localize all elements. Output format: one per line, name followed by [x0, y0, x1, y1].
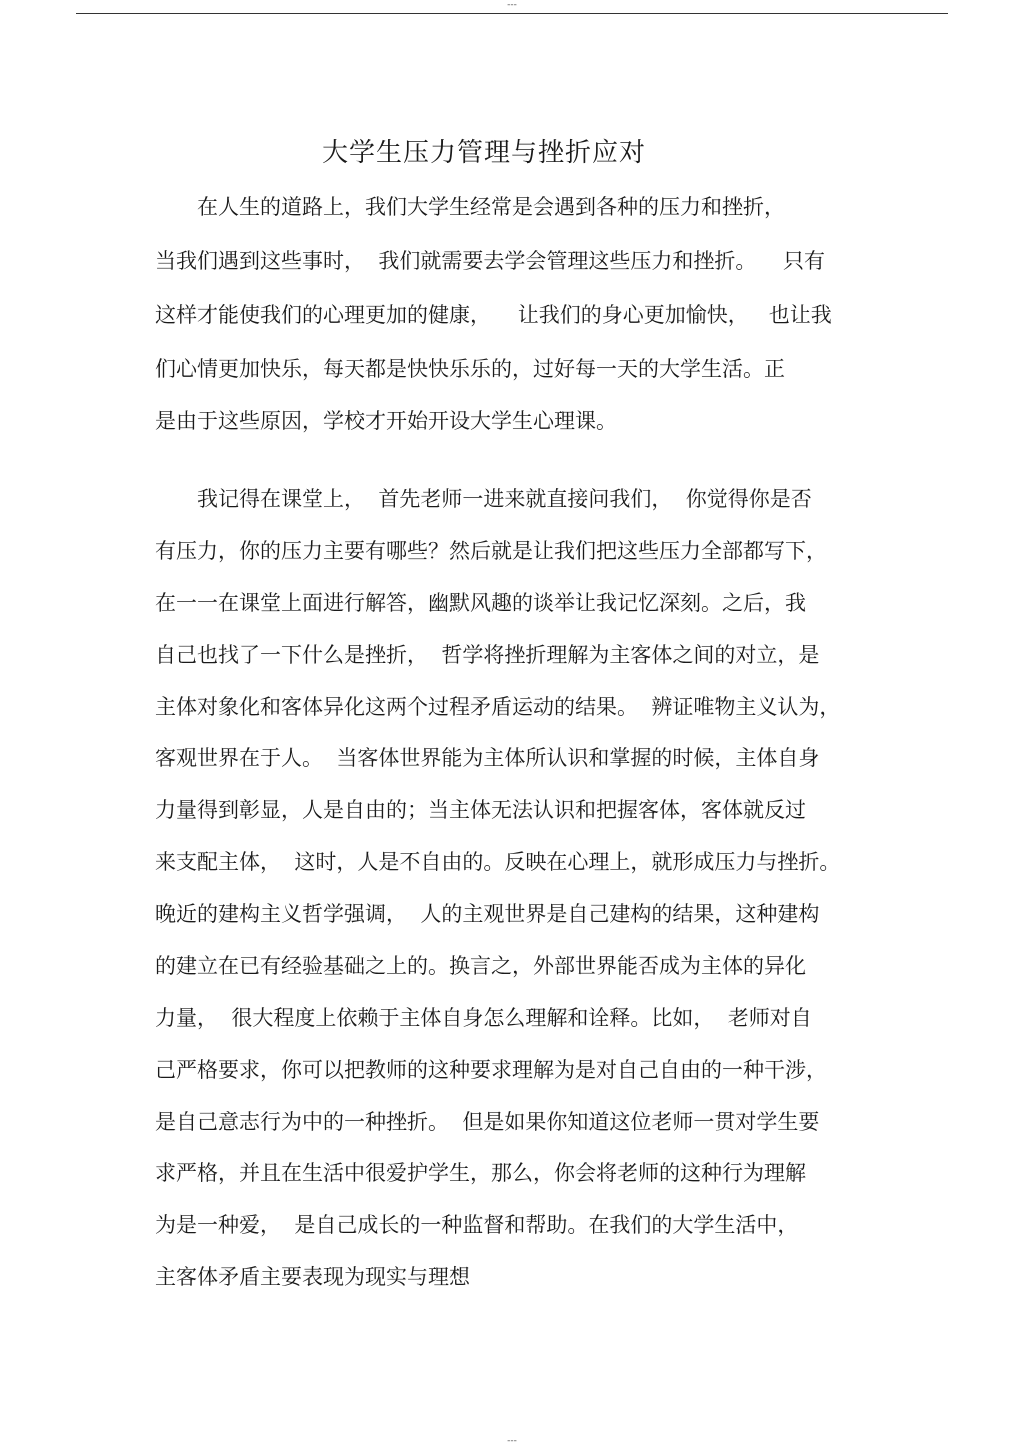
paragraph-line: 在人生的道路上，我们大学生经常是会遇到各种的压力和挫折，: [155, 195, 785, 219]
paragraph-line: 己严格要求，你可以把教师的这种要求理解为是对自己自由的一种干涉，: [155, 1058, 827, 1082]
paragraph-line: 主客体矛盾主要表现为现实与理想: [155, 1265, 470, 1289]
paragraph-line: 是自己意志行为中的一种挫折。 但是如果你知道这位老师一贯对学生要: [155, 1110, 820, 1134]
document-title: 大学生压力管理与挫折应对: [321, 138, 646, 168]
paragraph-line: 当我们遇到这些事时， 我们就需要去学会管理这些压力和挫折。 只有: [155, 249, 826, 273]
header-mark: ---: [507, 0, 517, 10]
paragraph-line: 们心情更加快乐，每天都是快快乐乐的，过好每一天的大学生活。正: [155, 357, 785, 381]
paragraph-line: 求严格，并且在生活中很爱护学生，那么，你会将老师的这种行为理解: [155, 1161, 806, 1185]
footer-mark: ---: [507, 1436, 517, 1446]
paragraph-line: 的建立在已有经验基础之上的。换言之，外部世界能否成为主体的异化: [155, 954, 806, 978]
paragraph-line: 力量得到彰显，人是自由的；当主体无法认识和把握客体，客体就反过: [155, 798, 806, 822]
header-rule: [76, 13, 948, 14]
paragraph-line: 这样才能使我们的心理更加的健康， 让我们的身心更加愉快， 也让我: [155, 303, 832, 327]
paragraph-line: 为是一种爱， 是自己成长的一种监督和帮助。在我们的大学生活中，: [155, 1213, 799, 1237]
paragraph-line: 在一一在课堂上面进行解答，幽默风趣的谈举让我记忆深刻。之后，我: [155, 591, 806, 615]
paragraph-line: 主体对象化和客体异化这两个过程矛盾运动的结果。 辨证唯物主义认为，: [155, 695, 841, 719]
paragraph-line: 力量， 很大程度上依赖于主体自身怎么理解和诠释。比如， 老师对自: [155, 1006, 812, 1030]
paragraph-line: 晚近的建构主义哲学强调， 人的主观世界是自己建构的结果，这种建构: [155, 902, 820, 926]
paragraph-line: 是由于这些原因，学校才开始开设大学生心理课。: [155, 409, 617, 433]
paragraph-line: 自己也找了一下什么是挫折， 哲学将挫折理解为主客体之间的对立，是: [155, 643, 820, 667]
paragraph-line: 有压力，你的压力主要有哪些？然后就是让我们把这些压力全部都写下，: [155, 539, 827, 563]
paragraph-line: 来支配主体， 这时，人是不自由的。反映在心理上，就形成压力与挫折。: [155, 850, 841, 874]
paragraph-line: 我记得在课堂上， 首先老师一进来就直接问我们， 你觉得你是否: [155, 487, 812, 511]
paragraph-line: 客观世界在于人。 当客体世界能为主体所认识和掌握的时候，主体自身: [155, 746, 820, 770]
